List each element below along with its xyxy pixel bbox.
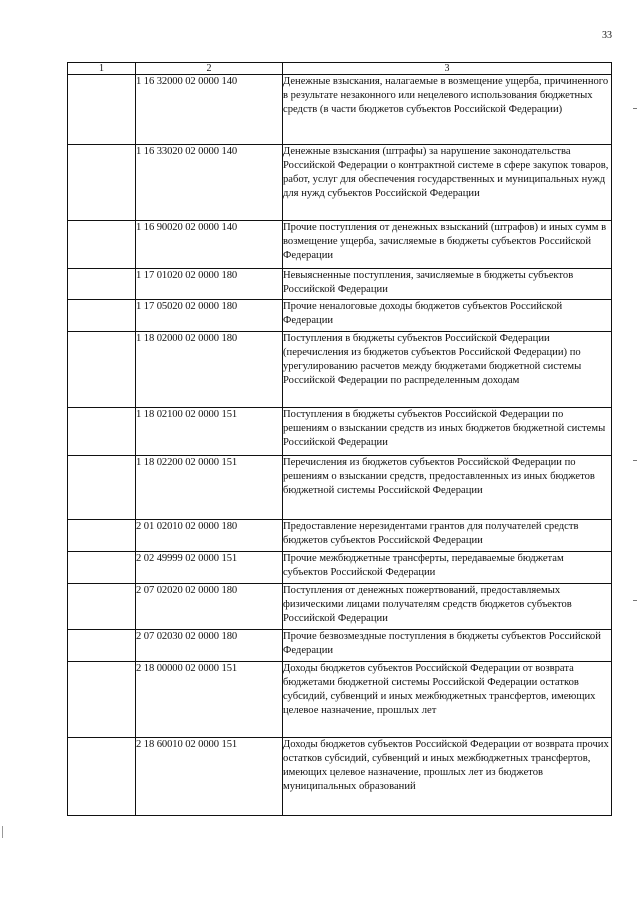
scan-edge-mark bbox=[2, 826, 3, 838]
empty-cell bbox=[68, 332, 136, 408]
revenue-description: Доходы бюджетов субъектов Российской Федерации от возврата прочих остатков субсидий, субвенций и иных межбюджетных трансфертов, имеющих целевое назначение, прошлых лет из бюджетов муниципальных образований bbox=[283, 738, 612, 816]
table-header-row bbox=[68, 63, 612, 75]
table-row bbox=[68, 630, 612, 662]
table-row bbox=[68, 552, 612, 584]
page-number: 33 bbox=[602, 30, 612, 41]
column-header-1: 1 bbox=[68, 63, 136, 75]
revenue-code: 1 17 05020 02 0000 180 bbox=[136, 300, 283, 332]
table-row bbox=[68, 332, 612, 408]
scan-edge-mark bbox=[633, 460, 637, 461]
table-row bbox=[68, 520, 612, 552]
revenue-code: 1 16 90020 02 0000 140 bbox=[136, 221, 283, 269]
revenue-code: 1 17 01020 02 0000 180 bbox=[136, 269, 283, 300]
empty-cell bbox=[68, 552, 136, 584]
empty-cell bbox=[68, 456, 136, 520]
revenue-code: 2 02 49999 02 0000 151 bbox=[136, 552, 283, 584]
table-row bbox=[68, 269, 612, 300]
empty-cell bbox=[68, 269, 136, 300]
empty-cell bbox=[68, 75, 136, 145]
table-row bbox=[68, 221, 612, 269]
revenue-code: 1 18 02200 02 0000 151 bbox=[136, 456, 283, 520]
table-row bbox=[68, 738, 612, 816]
revenue-code: 1 18 02000 02 0000 180 bbox=[136, 332, 283, 408]
revenue-description: Предоставление нерезидентами грантов для получателей средств бюджетов субъектов Российской Федерации bbox=[283, 520, 612, 552]
table-row bbox=[68, 408, 612, 456]
table-row bbox=[68, 456, 612, 520]
revenue-description: Прочие поступления от денежных взысканий (штрафов) и иных сумм в возмещение ущерба, зачисляемые в бюджеты субъектов Российской Федерации bbox=[283, 221, 612, 269]
table-row bbox=[68, 662, 612, 738]
revenue-code: 2 07 02030 02 0000 180 bbox=[136, 630, 283, 662]
scan-edge-mark bbox=[633, 600, 637, 601]
budget-revenue-table bbox=[67, 62, 612, 816]
empty-cell bbox=[68, 300, 136, 332]
revenue-code: 2 18 00000 02 0000 151 bbox=[136, 662, 283, 738]
revenue-description: Денежные взыскания (штрафы) за нарушение законодательства Российской Федерации о контрактной системе в сфере закупок товаров, работ, услуг для обеспечения государственных и муниципальных нужд для нужд субъектов Российской Федерации bbox=[283, 145, 612, 221]
revenue-code: 2 01 02010 02 0000 180 bbox=[136, 520, 283, 552]
revenue-code: 1 16 33020 02 0000 140 bbox=[136, 145, 283, 221]
revenue-description: Поступления в бюджеты субъектов Российской Федерации по решениям о взыскании средств из иных бюджетов бюджетной системы Российской Федерации bbox=[283, 408, 612, 456]
empty-cell bbox=[68, 630, 136, 662]
revenue-description: Прочие межбюджетные трансферты, передаваемые бюджетам субъектов Российской Федерации bbox=[283, 552, 612, 584]
revenue-description: Денежные взыскания, налагаемые в возмещение ущерба, причиненного в результате незаконного или нецелевого использования бюджетных средств (в части бюджетов субъектов Российской Федерации) bbox=[283, 75, 612, 145]
empty-cell bbox=[68, 408, 136, 456]
empty-cell bbox=[68, 662, 136, 738]
empty-cell bbox=[68, 520, 136, 552]
column-header-3: 3 bbox=[283, 63, 612, 75]
table-row bbox=[68, 584, 612, 630]
column-header-2: 2 bbox=[136, 63, 283, 75]
empty-cell bbox=[68, 738, 136, 816]
revenue-code: 2 07 02020 02 0000 180 bbox=[136, 584, 283, 630]
revenue-description: Прочие неналоговые доходы бюджетов субъектов Российской Федерации bbox=[283, 300, 612, 332]
revenue-description: Прочие безвозмездные поступления в бюджеты субъектов Российской Федерации bbox=[283, 630, 612, 662]
revenue-code: 1 16 32000 02 0000 140 bbox=[136, 75, 283, 145]
empty-cell bbox=[68, 145, 136, 221]
revenue-code: 1 18 02100 02 0000 151 bbox=[136, 408, 283, 456]
table-row bbox=[68, 145, 612, 221]
revenue-code: 2 18 60010 02 0000 151 bbox=[136, 738, 283, 816]
revenue-description: Невыясненные поступления, зачисляемые в бюджеты субъектов Российской Федерации bbox=[283, 269, 612, 300]
revenue-description: Поступления от денежных пожертвований, предоставляемых физическими лицами получателям средств бюджетов субъектов Российской Федерации bbox=[283, 584, 612, 630]
revenue-description: Поступления в бюджеты субъектов Российской Федерации (перечисления из бюджетов субъектов Российской Федерации) по урегулированию расчетов между бюджетами бюджетной системы Российской Федерации по распределенным доходам bbox=[283, 332, 612, 408]
table-row bbox=[68, 75, 612, 145]
empty-cell bbox=[68, 584, 136, 630]
revenue-description: Перечисления из бюджетов субъектов Российской Федерации по решениям о взыскании средств, предоставленных из иных бюджетов бюджетной системы Российской Федерации bbox=[283, 456, 612, 520]
empty-cell bbox=[68, 221, 136, 269]
scan-edge-mark bbox=[633, 108, 637, 109]
revenue-description: Доходы бюджетов субъектов Российской Федерации от возврата бюджетами бюджетной системы Российской Федерации остатков субсидий, субвенций и иных межбюджетных трансфертов, имеющих целевое назначение, прошлых лет bbox=[283, 662, 612, 738]
table-row bbox=[68, 300, 612, 332]
